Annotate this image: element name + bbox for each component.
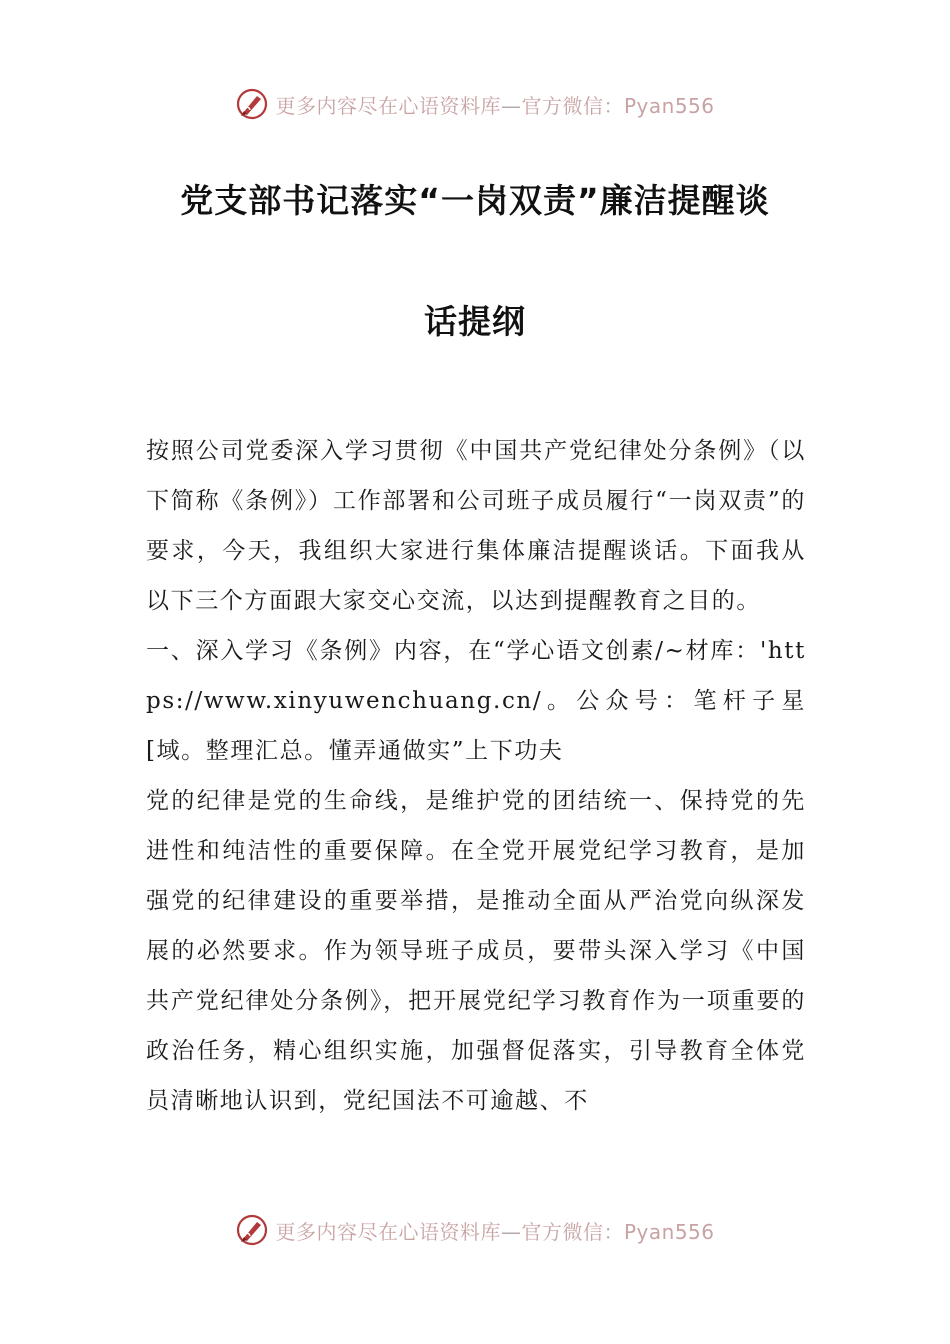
watermark-id: Pyan556 <box>623 1219 715 1244</box>
document-title-line-1: 党支部书记落实“一岗双责”廉洁提醒谈 <box>180 181 770 220</box>
watermark-separator: — <box>500 93 522 118</box>
document-body <box>146 426 806 1126</box>
footer-watermark <box>0 1208 950 1252</box>
watermark-site: 更多内容尽在心语资料库 <box>275 93 501 118</box>
watermark-suffix: 官方微信： <box>521 93 624 118</box>
watermark-site: 更多内容尽在心语资料库 <box>275 1219 501 1244</box>
document-title-line-2: 话提纲 <box>424 302 526 341</box>
watermark-separator: — <box>500 1219 522 1244</box>
pen-logo-icon <box>235 1213 269 1247</box>
paragraph-section-one-heading: 一、深入学习《条例》内容，在“学心语文创素/~材库：'https://www.xinyuwenchuang.cn/。公众号：笔杆子星[域。整理汇总。懂弄通做实”上下功夫 <box>146 638 806 764</box>
pen-logo-icon <box>235 87 269 121</box>
paragraph-intro: 按照公司党委深入学习贯彻《中国共产党纪律处分条例》（以下简称《条例》）工作部署和公司班子成员履行“一岗双责”的要求，今天，我组织大家进行集体廉洁提醒谈话。下面我从以下三个方面跟大家交心交流，以达到提醒教育之目的。 <box>146 438 806 614</box>
paragraph-section-one-body: 党的纪律是党的生命线，是维护党的团结统一、保持党的先进性和纯洁性的重要保障。在全党开展党纪学习教育，是加强党的纪律建设的重要举措，是推动全面从严治党向纵深发展的必然要求。作为领导班子成员，要带头深入学习《中国共产党纪律处分条例》，把开展党纪学习教育作为一项重要的政治任务，精心组织实施，加强督促落实，引导教育全体党员清晰地认识到，党纪国法不可逾越、不 <box>146 788 806 1114</box>
watermark-text <box>275 1216 714 1245</box>
watermark-text <box>275 90 714 119</box>
watermark-suffix: 官方微信： <box>521 1219 624 1244</box>
header-watermark <box>0 82 950 126</box>
watermark-id: Pyan556 <box>623 93 715 118</box>
